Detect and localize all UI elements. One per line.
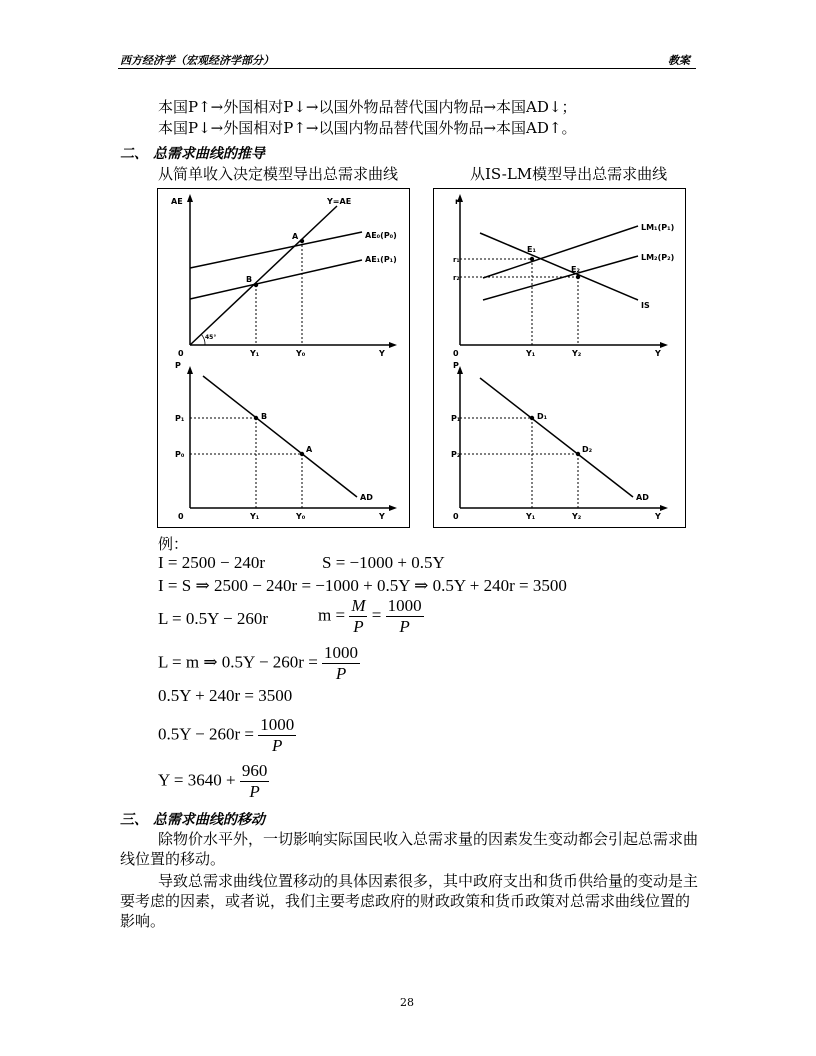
frac-m-den: P [353,617,364,636]
tick-y1-top-right: Y₁ [526,349,536,358]
subtitle-right: 从IS-LM模型导出总需求曲线 [470,165,668,183]
point-a-top: A [292,232,299,241]
tick-y1-bottom-left: Y₁ [250,512,260,521]
point-d1: D₁ [537,412,548,421]
frac-m-num: M [351,596,366,615]
tick-y2-top-right: Y₂ [572,349,582,358]
tick-y1-bottom-right: Y₁ [526,512,536,521]
label-ad-left: AD [360,493,373,502]
tick-y2-bottom-right: Y₂ [572,512,582,521]
axis-ae: AE [171,197,183,206]
origin-bottom-left: 0 [178,512,184,521]
header-right: 教案 [668,54,690,67]
label-lm1: LM₁(P₁) [641,223,675,232]
tick-y0-bottom-left: Y₀ [296,512,306,521]
eq-system-1: 0.5Y + 240r = 3500 [158,686,293,705]
label-ad-right: AD [636,493,649,502]
label-lm2: LM₂(P₂) [641,253,675,262]
eq-ad-curve [158,761,269,802]
eq-m-lhs: m = [318,605,346,625]
eq-is-curve: I = S ⇒ 2500 − 240r = −1000 + 0.5Y ⇒ 0.5Y + 240r = 3500 [158,576,567,595]
section-3-title: 三、 总需求曲线的移动 [120,812,265,828]
frac-1000-den: P [399,617,410,636]
subtitle-left: 从简单收入决定模型导出总需求曲线 [158,165,399,183]
eq-ad-lhs: Y = 3640 + [158,770,236,790]
eq-system-2-den: P [272,736,283,755]
page-number: 28 [400,996,414,1009]
eq-ad-den: P [249,782,260,801]
tick-r1: r₁ [453,256,460,264]
point-b-bottom: B [261,412,268,421]
axis-y-top-right: Y [655,349,661,358]
text-line-2: 本国P↓→外国相对P↑→以国内物品替代国外物品→本国AD↑。 [158,119,577,137]
origin-top-right: 0 [453,349,459,358]
tick-y1-top: Y₁ [250,349,260,358]
header-left: 西方经济学（宏观经济学部分） [120,54,274,67]
point-a-bottom: A [306,445,313,454]
axis-y-bottom-right: Y [655,512,661,521]
eq-lm-curve [158,643,360,684]
eq-system-2 [158,715,296,756]
eq-lm-num: 1000 [324,643,359,662]
axis-p-left: P [175,361,181,370]
figure-right [433,188,686,528]
eq-ad-num: 960 [241,761,268,780]
point-e2: E₂ [571,265,580,274]
tick-p0-left: P₀ [175,450,185,459]
header-rule [118,68,696,69]
eq-lm-den: P [335,664,347,683]
origin-top: 0 [178,349,184,358]
label-is: IS [641,301,650,310]
point-d2: D₂ [582,445,593,454]
frac-1000-num: 1000 [387,596,422,615]
angle-label: 45° [205,334,217,341]
tick-p1-right: P₁ [451,414,461,423]
paragraph-1: 除物价水平外，一切影响实际国民收入总需求量的因素发生变动都会引起总需求曲线位置的移动。 [120,830,699,868]
example-label: 例： [158,535,189,553]
point-b-top: B [246,275,253,284]
label-ae1: AE₁(P₁) [365,255,397,264]
label-y-ae: Y=AE [327,197,352,206]
eq-money-demand: L = 0.5Y − 260r [158,609,268,628]
eq-money-supply: m = $\frac{M}{P}$ = $\frac{1000}{P}$ [318,596,422,636]
eq-lm-lhs: L = m ⇒ 0.5Y − 260r = [158,652,318,672]
origin-bottom-right: 0 [453,512,459,521]
axis-p-right: P [453,361,459,370]
label-ae0: AE₀(P₀) [365,231,397,240]
tick-p2-right: P₂ [451,450,461,459]
figure-left [157,188,410,528]
section-2-title: 二、 总需求曲线的推导 [120,146,265,162]
eq-system-2-lhs: 0.5Y − 260r = [158,724,254,744]
paragraph-2: 导致总需求曲线位置移动的具体因素很多，其中政府支出和货币供给量的变动是主要考虑的因素，或者说，我们主要考虑政府的财政政策和货币政策对总需求曲线位置的影响。 [120,872,699,930]
axis-y-bottom-left: Y [379,512,385,521]
text-line-1: 本国P↑→外国相对P↓→以国外物品替代国内物品→本国AD↓； [158,98,577,116]
tick-p1-left: P₁ [175,414,185,423]
point-e1: E₁ [527,245,536,254]
axis-y-top: Y [379,349,385,358]
eq-investment: I = 2500 − 240r [158,553,265,572]
eq-system-2-num: 1000 [260,715,295,734]
eq-saving: S = −1000 + 0.5Y [322,553,445,572]
axis-r: r [455,197,459,206]
tick-r2: r₂ [453,274,460,282]
tick-y0-top: Y₀ [296,349,306,358]
